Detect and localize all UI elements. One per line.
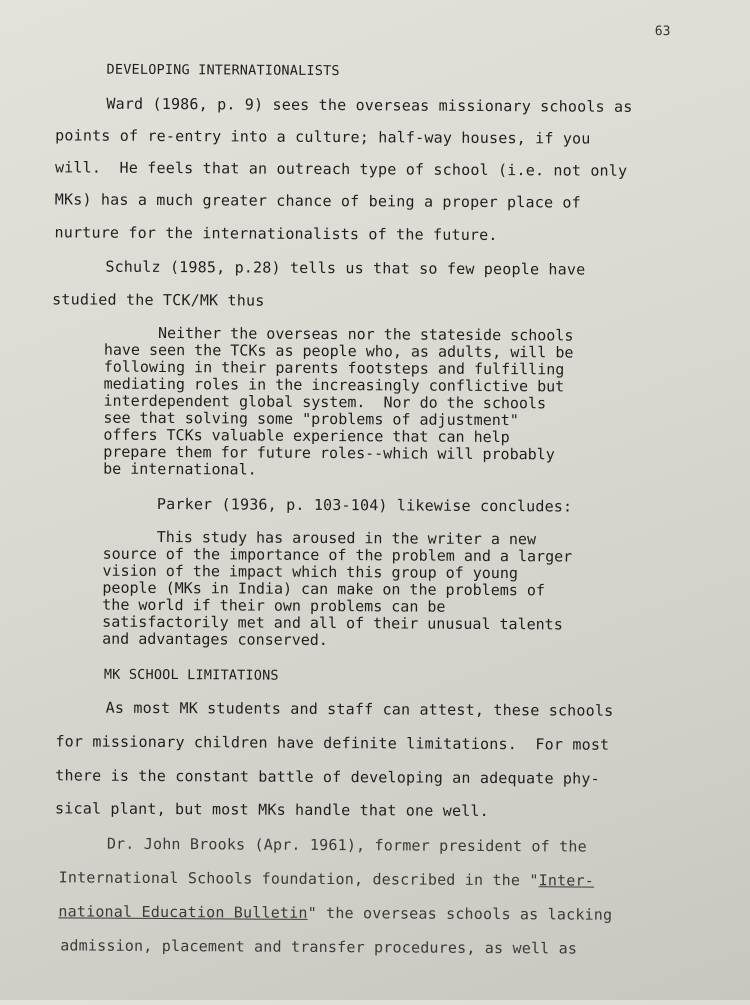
paragraph-line: sical plant, but most MKs handle that one well. (55, 799, 489, 821)
paragraph-line: there is the constant battle of developing an adequate phy- (55, 766, 600, 788)
block-quote-line: satisfactorily met and all of their unusual talents (102, 612, 563, 634)
paragraph-line: MKs) has a much greater chance of being a proper place of (54, 190, 581, 212)
block-quote-line: mediating roles in the increasingly conflictive but (103, 374, 565, 396)
paragraph-line: Parker (1936, p. 103-104) likewise concludes: (156, 494, 573, 516)
block-quote-line: and advantages conserved. (102, 629, 328, 650)
block-quote-line: Neither the overseas nor the stateside schools (157, 323, 574, 345)
paragraph-line: nurture for the internationalists of the future. (54, 223, 498, 245)
text-span: International Schools foundation, described in the " (58, 868, 539, 890)
block-quote-line: prepare them for future roles--which will probably (103, 442, 555, 464)
block-quote-line: have seen the TCKs as people who, as adults, will be (103, 340, 574, 362)
paragraph-line: Schulz (1985, p.28) tells us that so few people have (105, 257, 586, 279)
paragraph-line: will. He feels that an outreach type of school (i.e. not only (54, 158, 628, 180)
block-quote-line: the world if their own problems can be (102, 595, 446, 616)
paragraph-line: studied the TCK/MK thus (52, 290, 265, 310)
text-span: " the overseas schools as lacking (307, 903, 613, 924)
block-quote-line: source of the importance of the problem and a larger (102, 544, 573, 566)
paragraph-line: admission, placement and transfer procedures, as well as (60, 936, 578, 958)
paragraph-line: Dr. John Brooks (Apr. 1961), former president of the (106, 834, 587, 856)
block-quote-line: interdependent global system. Nor do the schools (103, 391, 547, 413)
block-quote-line: offers TCKs valuable experience that can help (103, 425, 510, 447)
paragraph-line (59, 868, 594, 889)
paragraph-line: As most MK students and staff can attest, these schools (105, 698, 614, 720)
bulletin-title-part1: Inter- (538, 871, 595, 890)
paragraph-line: for missionary children have definite limitations. For most (55, 732, 610, 754)
paragraph-line (58, 902, 612, 923)
block-quote-line: vision of the impact which this group of young (102, 561, 518, 583)
block-quote-line: people (MKs in India) can make on the problems of (102, 578, 545, 600)
block-quote-line: following in their parents footsteps and fulfilling (103, 357, 565, 379)
block-quote-line: see that solving some "problems of adjustment" (103, 408, 519, 430)
bulletin-title-part2: national Education Bulletin (58, 902, 308, 922)
page-number: 63 (654, 24, 671, 40)
section-heading-developing-internationalists: DEVELOPING INTERNATIONALISTS (106, 61, 340, 80)
paragraph-line: points of re-entry into a culture; half-way houses, if you (55, 126, 591, 148)
section-heading-mk-school-limitations: MK SCHOOL LIMITATIONS (103, 666, 279, 684)
block-quote-line: be international. (103, 459, 257, 479)
block-quote-line: This study has aroused in the writer a new (156, 527, 537, 549)
paragraph-line: Ward (1986, p. 9) sees the overseas missionary schools as (106, 94, 633, 116)
